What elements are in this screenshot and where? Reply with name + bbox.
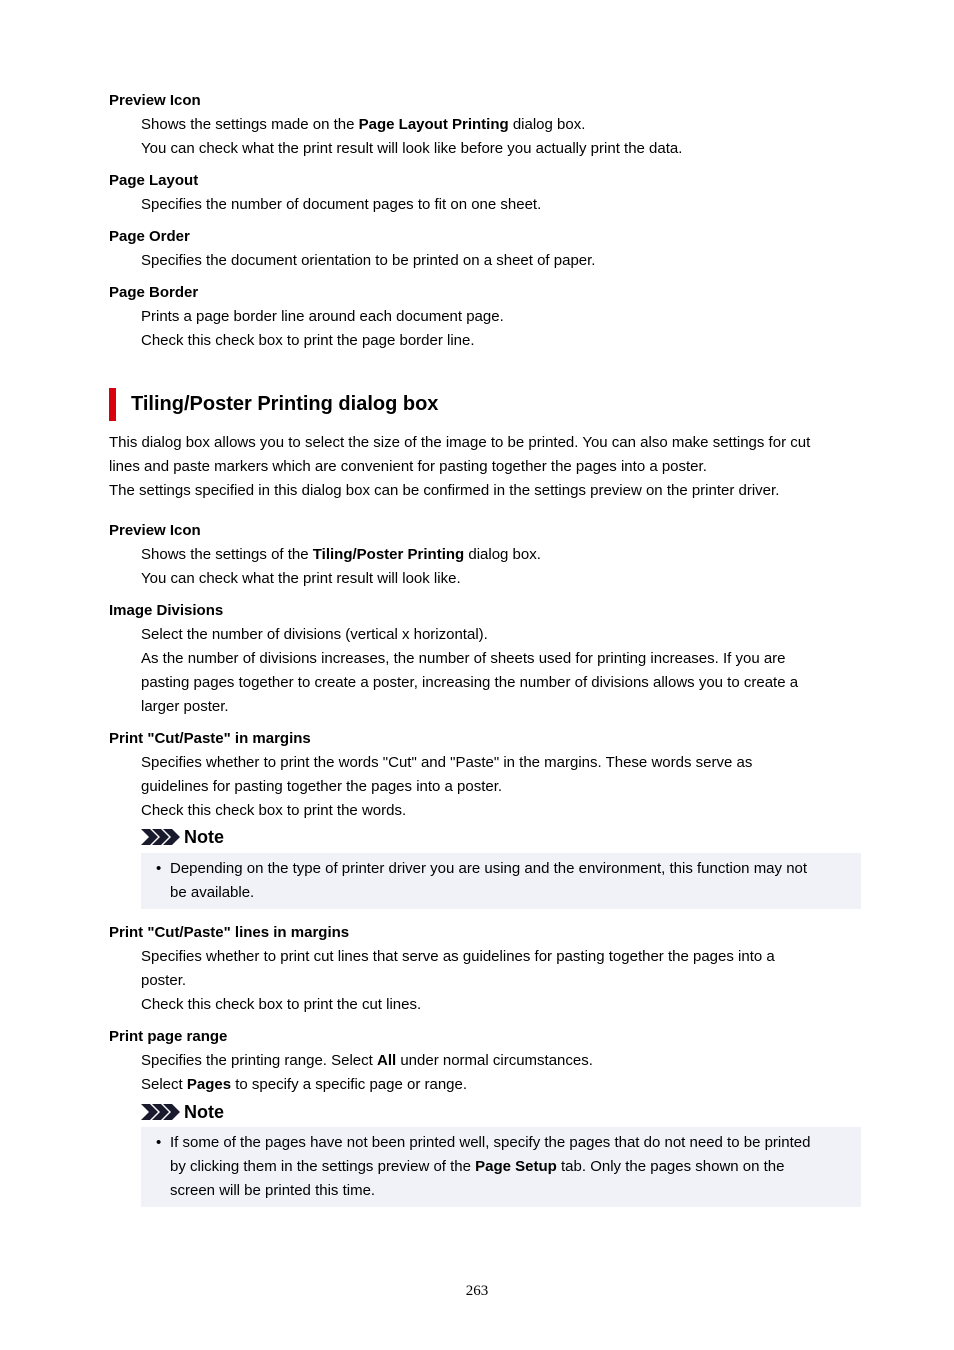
term-preview-icon-2: Preview Icon — [109, 522, 201, 539]
description-line: You can check what the print result will look like. — [141, 570, 461, 587]
description-line: Shows the settings made on the Page Layout Printing dialog box. — [141, 116, 586, 133]
note-text-line: be available. — [170, 884, 255, 901]
note-label: Note — [184, 1102, 224, 1122]
note-text-line: If some of the pages have not been printed well, specify the pages that do not need to be printed — [170, 1134, 811, 1151]
description-line: Specifies whether to print cut lines that serve as guidelines for pasting together the pages into a — [141, 948, 775, 965]
note-text-line: Depending on the type of printer driver you are using and the environment, this function may not — [170, 860, 808, 877]
term-page-border: Page Border — [109, 284, 199, 301]
term-cut-paste-margins: Print "Cut/Paste" in margins — [109, 730, 311, 747]
note-box — [141, 853, 861, 909]
term-page-layout: Page Layout — [109, 172, 199, 189]
term-page-order: Page Order — [109, 228, 190, 245]
note-text-line: screen will be printed this time. — [170, 1182, 376, 1199]
description-line: pasting pages together to create a poster, increasing the number of divisions allows you to create a — [141, 674, 799, 691]
note-label: Note — [184, 827, 224, 847]
note-chevrons-icon — [141, 829, 181, 845]
description-line: Select the number of divisions (vertical x horizontal). — [141, 626, 488, 643]
description-line: Specifies the document orientation to be printed on a sheet of paper. — [141, 252, 596, 269]
note-box — [141, 1127, 861, 1207]
intro-paragraph-line: The settings specified in this dialog box can be confirmed in the settings preview on the printer driver. — [109, 482, 780, 499]
description-line: poster. — [141, 972, 187, 989]
heading-accent-bar — [109, 388, 116, 421]
description-line: larger poster. — [141, 698, 229, 715]
term-image-divisions: Image Divisions — [109, 602, 224, 619]
term-preview-icon: Preview Icon — [109, 92, 201, 109]
description-line: Specifies whether to print the words "Cut" and "Paste" in the margins. These words serve as — [141, 754, 753, 771]
description-line: Shows the settings of the Tiling/Poster Printing dialog box. — [141, 546, 541, 563]
bullet: • — [156, 860, 162, 877]
term-print-page-range: Print page range — [109, 1028, 228, 1045]
note-text-line: by clicking them in the settings preview of the Page Setup tab. Only the pages shown on the — [170, 1158, 785, 1175]
description-line: Specifies the number of document pages to fit on one sheet. — [141, 196, 542, 213]
intro-paragraph-line: This dialog box allows you to select the size of the image to be printed. You can also make settings for cut — [109, 434, 811, 451]
page-number: 263 — [465, 1283, 489, 1299]
description-line: Check this check box to print the page border line. — [141, 332, 475, 349]
description-line: Specifies the printing range. Select All under normal circumstances. — [141, 1052, 593, 1069]
description-line: Check this check box to print the words. — [141, 802, 407, 819]
term-cut-paste-lines: Print "Cut/Paste" lines in margins — [109, 924, 350, 941]
description-line: guidelines for pasting together the pages into a poster. — [141, 778, 503, 795]
description-line: Prints a page border line around each document page. — [141, 308, 504, 325]
description-line: As the number of divisions increases, the number of sheets used for printing increases. If you are — [141, 650, 786, 667]
bullet: • — [156, 1134, 162, 1151]
section-heading: Tiling/Poster Printing dialog box — [131, 393, 439, 415]
description-line: You can check what the print result will look like before you actually print the data. — [141, 140, 683, 157]
description-line: Select Pages to specify a specific page or range. — [141, 1076, 468, 1093]
note-chevrons-icon — [141, 1104, 181, 1120]
description-line: Check this check box to print the cut lines. — [141, 996, 422, 1013]
intro-paragraph-line: lines and paste markers which are convenient for pasting together the pages into a poster. — [109, 458, 707, 475]
